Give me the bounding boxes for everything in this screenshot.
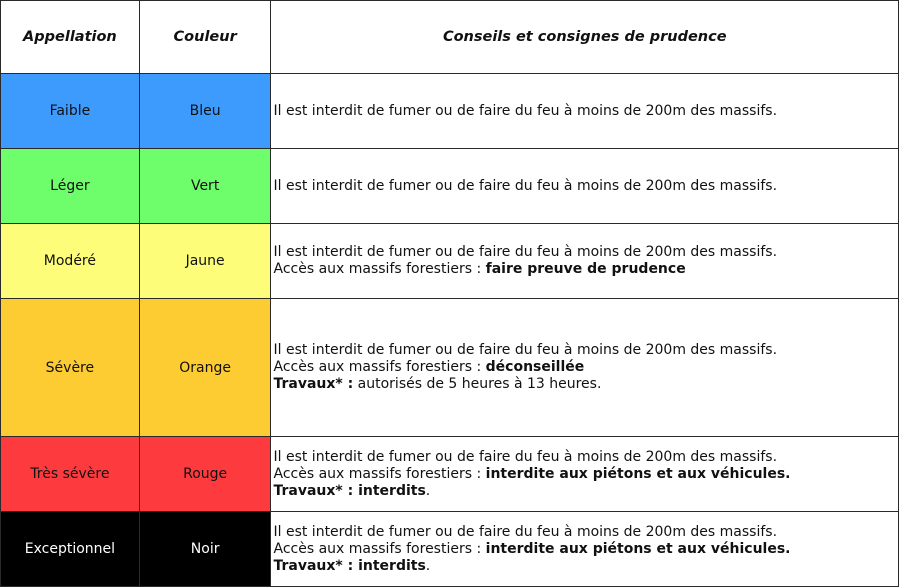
couleur-cell: Jaune	[139, 224, 271, 299]
access-value: déconseillée	[485, 359, 585, 375]
advice-cell	[271, 512, 899, 587]
advice-line: Il est interdit de fumer ou de faire du feu à moins de 200m des massifs.	[273, 102, 778, 119]
appellation-cell: Exceptionnel	[1, 512, 140, 587]
advice-cell	[271, 224, 899, 299]
table-row	[1, 299, 899, 437]
travaux-label: Travaux* : interdits	[273, 482, 426, 499]
advice-cell	[271, 74, 899, 149]
access-value: interdite aux piétons et aux véhicules.	[485, 540, 791, 557]
table-row	[1, 149, 899, 224]
access-label: Accès aux massifs forestiers :	[273, 261, 486, 277]
advice-cell	[271, 149, 899, 224]
advice-cell	[271, 299, 899, 437]
advice-line: Il est interdit de fumer ou de faire du feu à moins de 200m des massifs.	[273, 244, 778, 260]
advice-line	[273, 376, 898, 393]
travaux-value: .	[425, 482, 431, 499]
advice-line	[273, 359, 898, 376]
advice-line: Il est interdit de fumer ou de faire du feu à moins de 200m des massifs.	[273, 523, 778, 540]
advice-cell	[271, 437, 899, 512]
access-label: Accès aux massifs forestiers :	[273, 465, 486, 482]
appellation-cell: Modéré	[1, 224, 140, 299]
travaux-label: Travaux* : interdits	[273, 557, 426, 574]
header-appellation: Appellation	[1, 1, 140, 74]
access-label: Accès aux massifs forestiers :	[273, 359, 486, 375]
couleur-cell: Vert	[139, 149, 271, 224]
advice-line	[273, 466, 898, 483]
advice-line: Il est interdit de fumer ou de faire du feu à moins de 200m des massifs.	[273, 448, 778, 465]
advice-line	[273, 541, 898, 558]
couleur-cell: Rouge	[139, 437, 271, 512]
advice-line	[273, 261, 898, 278]
advice-line	[273, 483, 898, 500]
access-label: Accès aux massifs forestiers :	[273, 540, 486, 557]
advice-line: Il est interdit de fumer ou de faire du feu à moins de 200m des massifs.	[273, 342, 778, 358]
header-row	[1, 1, 899, 74]
table-row	[1, 437, 899, 512]
couleur-cell: Noir	[139, 512, 271, 587]
appellation-cell: Faible	[1, 74, 140, 149]
advice-line	[273, 558, 898, 575]
travaux-value: autorisés de 5 heures à 13 heures.	[353, 376, 602, 392]
header-conseils: Conseils et consignes de prudence	[271, 1, 899, 74]
access-value: interdite aux piétons et aux véhicules.	[485, 465, 791, 482]
access-value: faire preuve de prudence	[485, 261, 686, 277]
couleur-cell: Bleu	[139, 74, 271, 149]
appellation-cell: Léger	[1, 149, 140, 224]
advice-line: Il est interdit de fumer ou de faire du feu à moins de 200m des massifs.	[273, 177, 778, 194]
travaux-value: .	[425, 557, 431, 574]
couleur-cell: Orange	[139, 299, 271, 437]
table-row	[1, 224, 899, 299]
appellation-cell: Très sévère	[1, 437, 140, 512]
appellation-cell: Sévère	[1, 299, 140, 437]
table-row	[1, 74, 899, 149]
travaux-label: Travaux* :	[273, 376, 354, 392]
header-couleur: Couleur	[139, 1, 271, 74]
table-row	[1, 512, 899, 587]
